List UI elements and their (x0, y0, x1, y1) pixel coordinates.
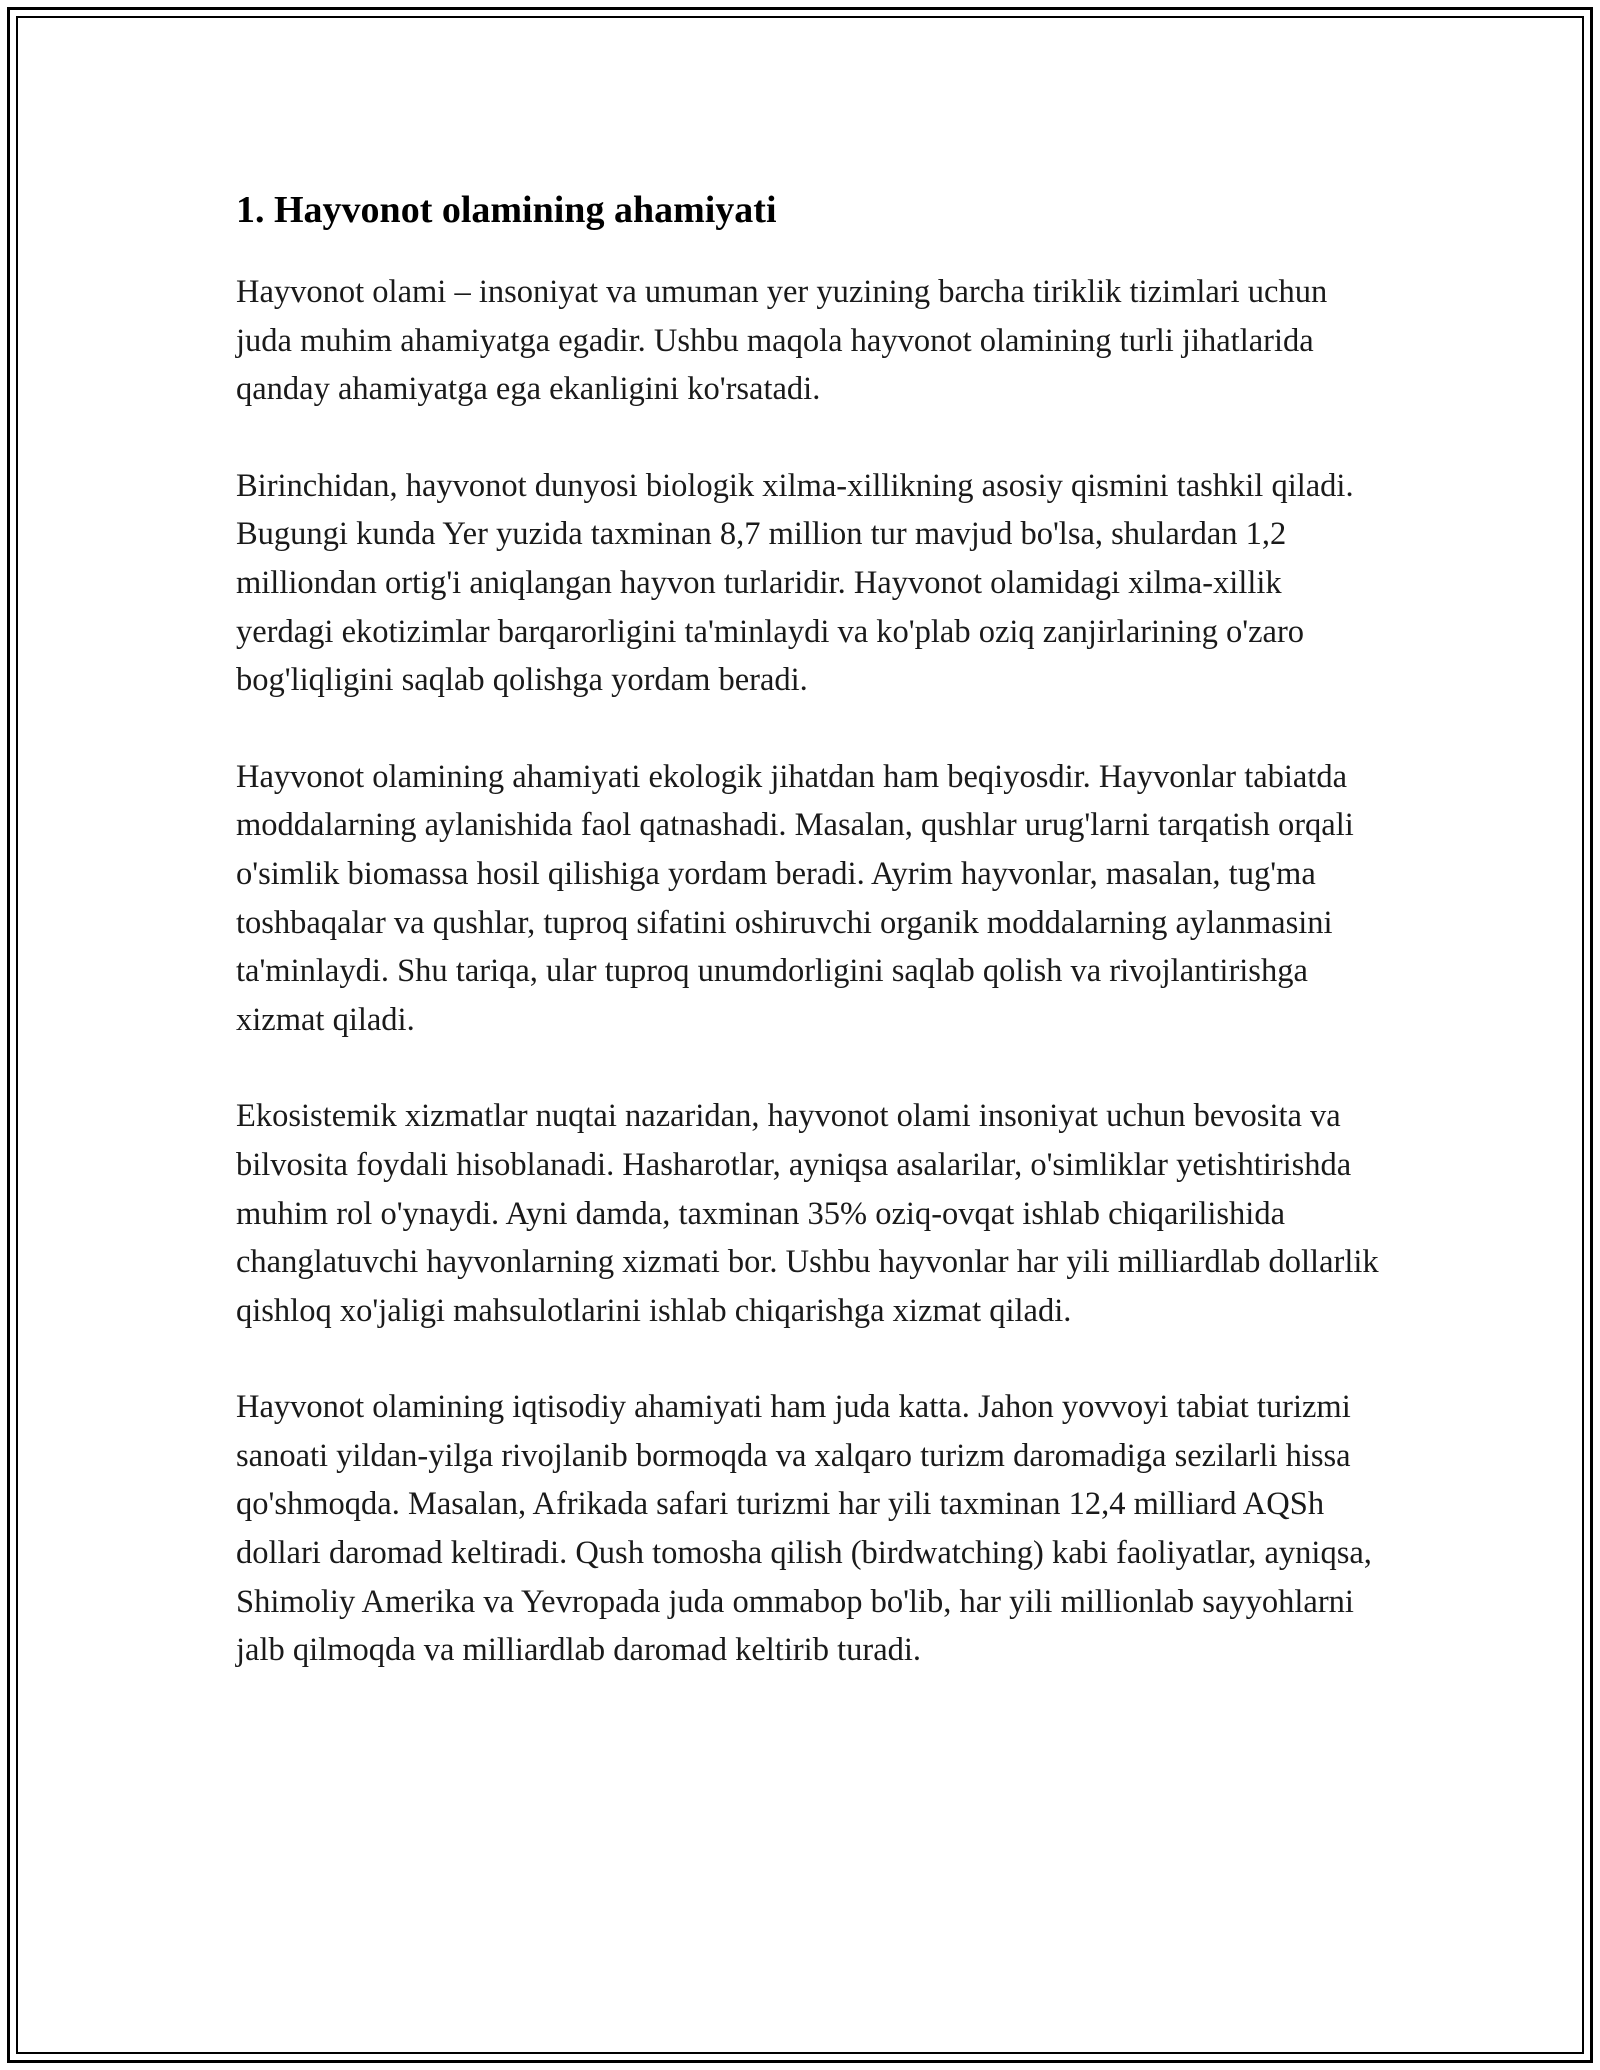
paragraph-biodiversity: Birinchidan, hayvonot dunyosi biologik xilma-xillikning asosiy qismini tashkil qiladi. Bugungi kunda Yer yuzida taxminan 8,7 million tur mavjud bo'lsa, shulardan 1,2 milliondan ortig'i aniqlangan hayvon turlaridir. Hayvonot olamidagi xilma-xillik yerdagi ekotizimlar barqarorligini ta'minlaydi va ko'plab oziq zanjirlarining o'zaro bog'liqligini saqlab qolishga yordam beradi. (236, 467, 1354, 699)
paragraph-ecology: Hayvonot olamining ahamiyati ekologik jihatdan ham beqiyosdir. Hayvonlar tabiatda moddalarning aylanishida faol qatnashadi. Masalan, qushlar urug'larni tarqatish orqali o'simlik biomassa hosil qilishiga yordam beradi. Ayrim hayvonlar, masalan, tug'ma toshbaqalar va qushlar, tuproq sifatini oshiruvchi organik moddalarning aylanmasini ta'minlaydi. Shu tariqa, ular tuproq unumdorligini saqlab qolish va rivojlantirishga xizmat qiladi. (236, 758, 1354, 1038)
document-title: 1. Hayvonot olamining ahamiyati (236, 189, 777, 231)
paragraph-intro: Hayvonot olami – insoniyat va umuman yer yuzining barcha tiriklik tizimlari uchun juda muhim ahamiyatga egadir. Ushbu maqola hayvonot olamining turli jihatlarida qanday ahamiyatga ega ekanligini ko'rsatadi. (236, 274, 1328, 408)
paragraph-ecosystem-services: Ekosistemik xizmatlar nuqtai nazaridan, hayvonot olami insoniyat uchun bevosita va bilvosita foydali hisoblanadi. Hasharotlar, ayniqsa asalarilar, o'simliklar yetishtirishda muhim rol o'ynaydi. Ayni damda, taxminan 35% oziq-ovqat ishlab chiqarilishida changlatuvchi hayvonlarning xizmati bor. Ushbu hayvonlar har yili milliardlab dollarlik qishloq xo'jaligi mahsulotlarini ishlab chiqarishga xizmat qiladi. (236, 1098, 1379, 1329)
document-body (236, 186, 1386, 1723)
paragraph-economy: Hayvonot olamining iqtisodiy ahamiyati ham juda katta. Jahon yovvoyi tabiat turizmi sanoati yildan-yilga rivojlanib bormoqda va xalqaro turizm daromadiga sezilarli hissa qo'shmoqda. Masalan, Afrikada safari turizmi har yili taxminan 12,4 milliard AQSh dollari daromad keltiradi. Qush tomosha qilish (birdwatching) kabi faoliyatlar, ayniqsa, Shimoliy Amerika va Yevropada juda ommabop bo'lib, har yili millionlab sayyohlarni jalb qilmoqda va milliardlab daromad keltirib turadi. (236, 1389, 1372, 1669)
